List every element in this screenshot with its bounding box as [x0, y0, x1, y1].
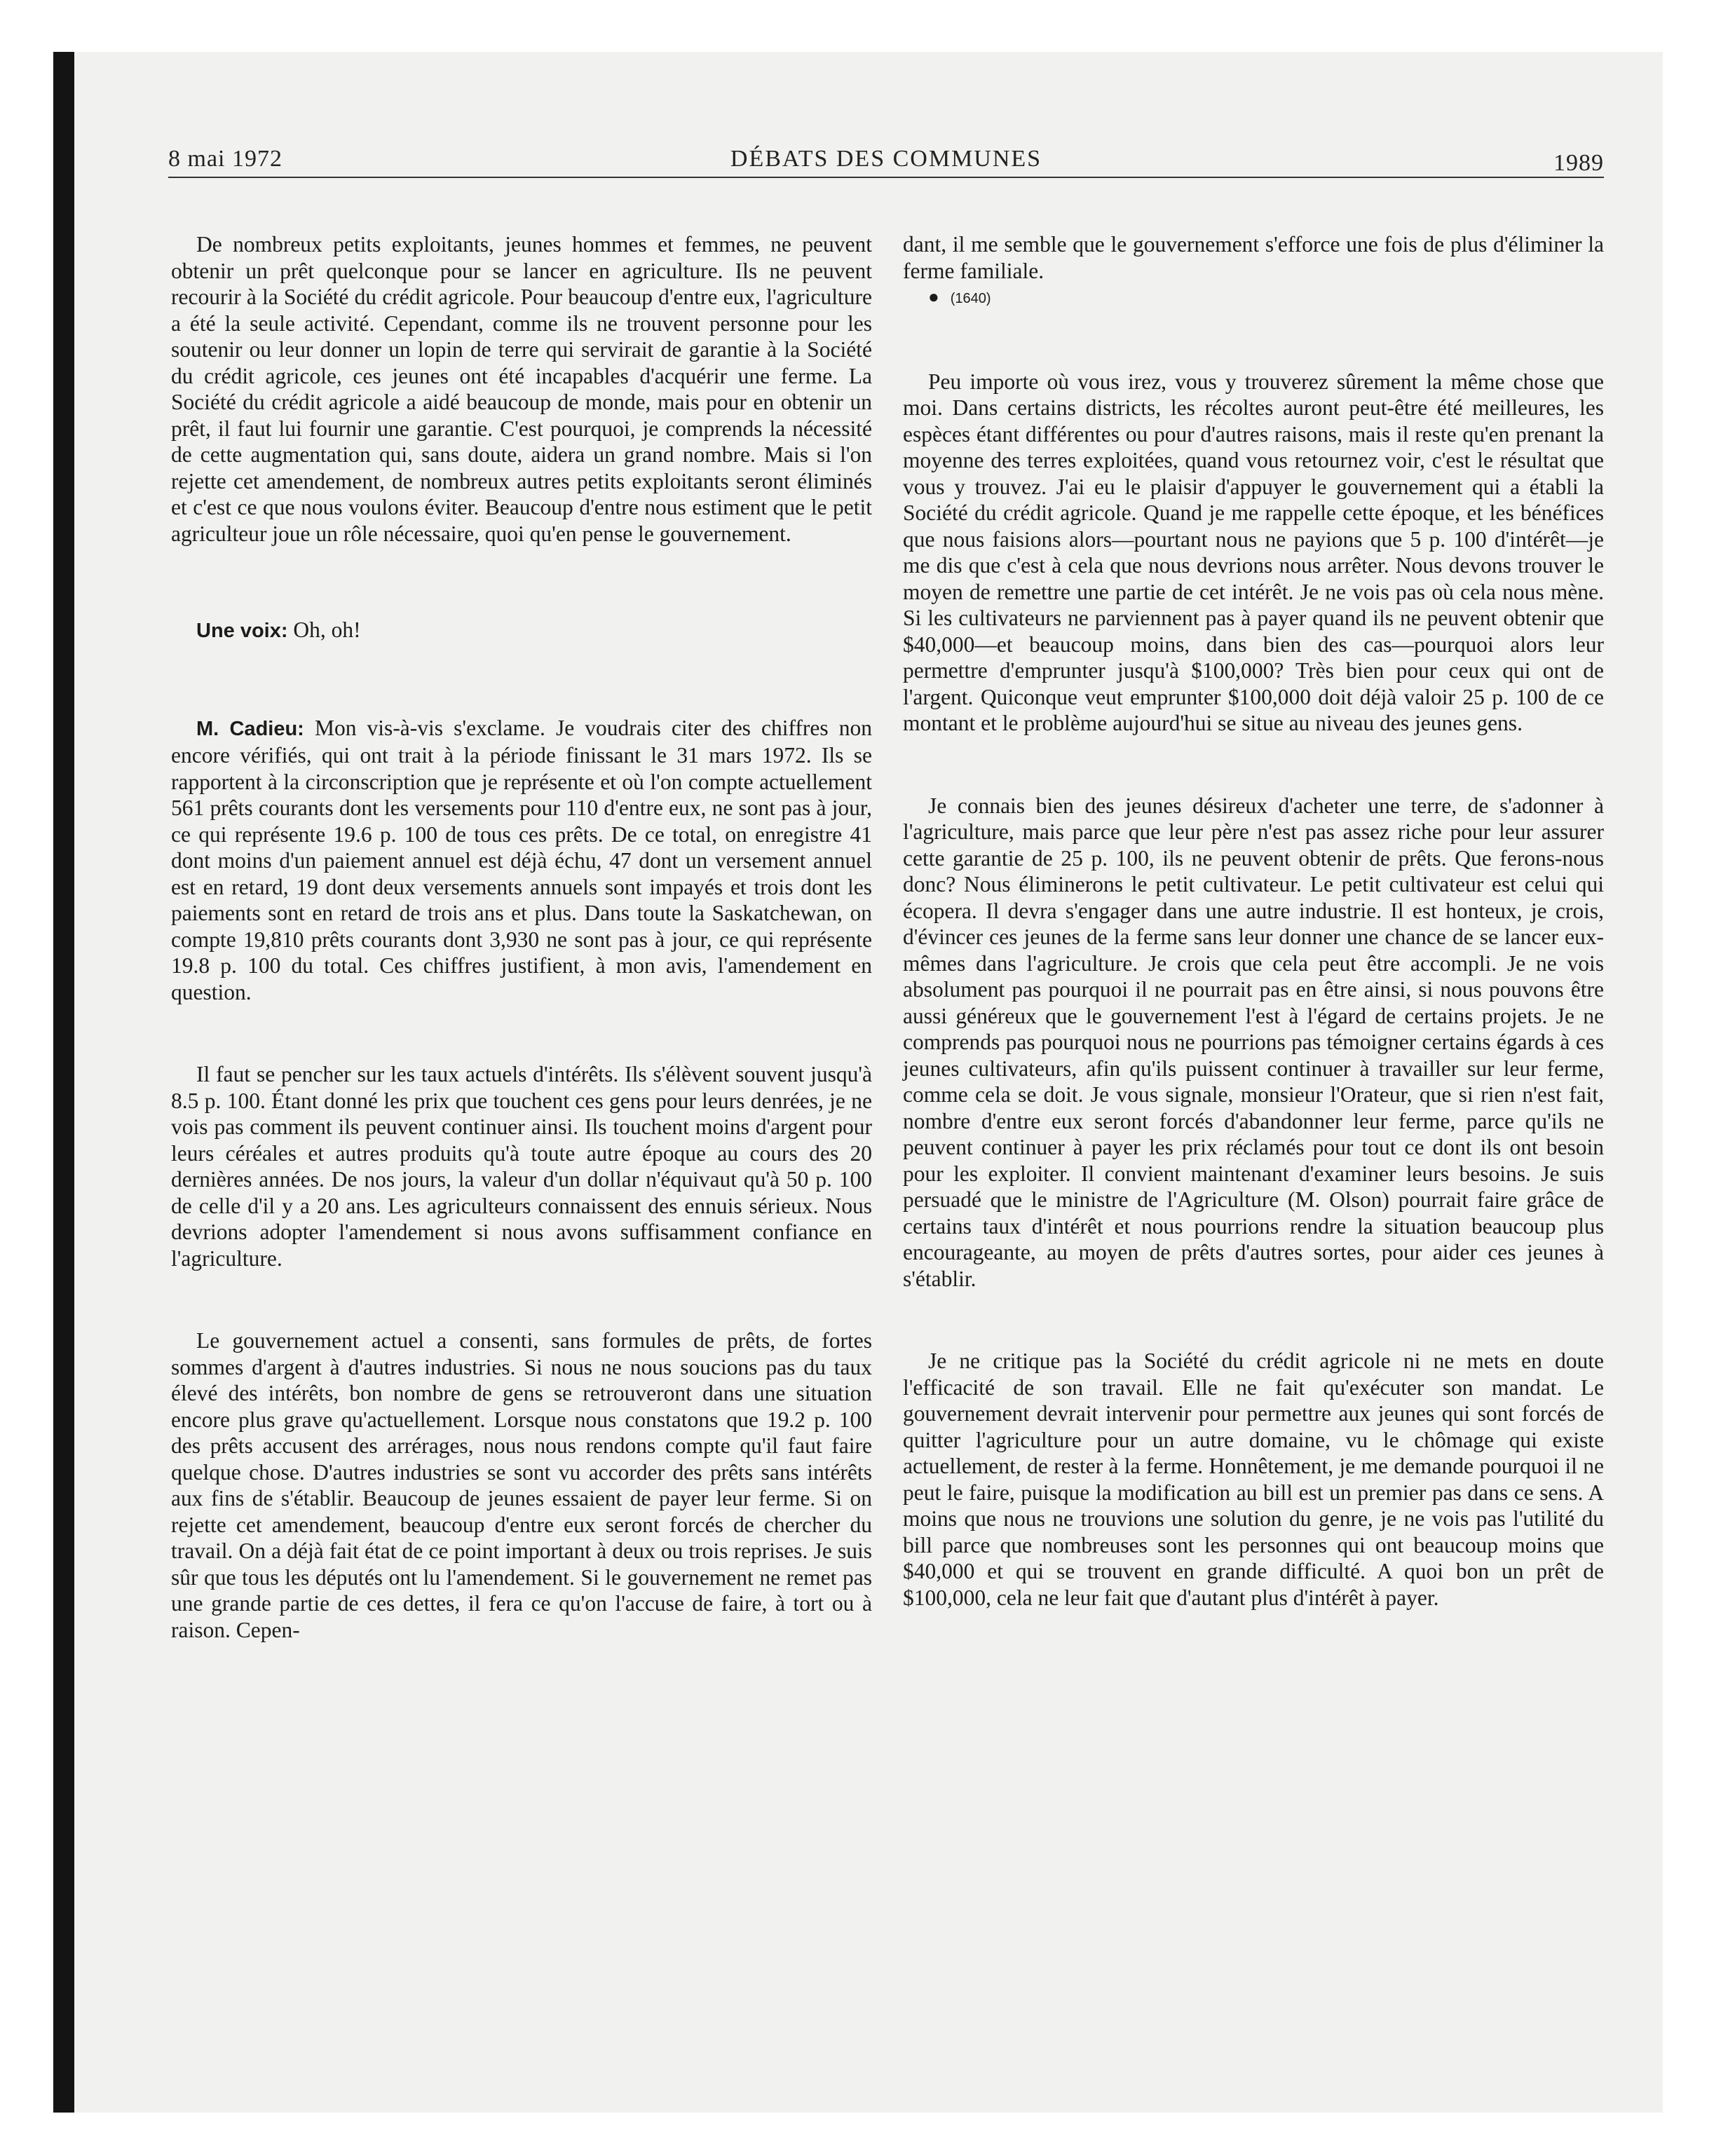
- interjection: [171, 617, 872, 645]
- header-title: DÉBATS DES COMMUNES: [730, 146, 1042, 172]
- interjection-text: Oh, oh!: [293, 618, 361, 642]
- paragraph: Il faut se pencher sur les taux actuels d'intérêts. Ils s'élèvent souvent jusqu'à 8.5 p. 100. Étant donné les prix que touchent ces gens pour leurs denrées, je ne vois pas comment ils peuvent continuer ainsi. Ils touchent moins d'argent pour leurs céréales et autres produits qu'à toute autre époque au cours des 20 dernières années. De nos jours, la valeur d'un dollar n'équivaut qu'à 50 p. 100 de celle d'il y a 20 ans. Les agriculteurs connaissent des ennuis sérieux. Nous devrions adopter l'amendement si nous avons suffisamment confiance en l'agriculture.: [171, 1062, 872, 1271]
- page-number: 1989: [1553, 150, 1604, 176]
- speech-paragraph: [171, 715, 872, 1006]
- paragraph: Le gouvernement actuel a consenti, sans formules de prêts, de fortes sommes d'argent à d'autres industries. Si nous ne nous soucions pas du taux élevé des intérêts, bon nombre de gens se retrouveront dans une situation encore plus grave qu'actuellement. Lorsque nous constatons que 19.2 p. 100 des prêts accusent des arrérages, nous nous rendons compte qu'il faut faire quelque chose. D'autres industries se sont vu accorder des prêts sans intérêts aux fins de s'établir. Beaucoup de jeunes essaient de payer leur ferme. Si on rejette cet amendement, beaucoup d'entre eux seront forcés de chercher du travail. On a déjà fait état de ce point important à deux ou trois reprises. Je suis sûr que tous les députés ont lu l'amendement. Si le gouvernement ne remet pas une grande partie de ces dettes, il fera ce qu'on l'accuse de faire, à tort ou à raison. Cepen-: [171, 1328, 872, 1642]
- speech-text: Mon vis-à-vis s'exclame. Je voudrais citer des chiffres non encore vérifiés, qui ont trait à la période finissant le 31 mars 1972. Ils se rapportent à la circonscription que je représente et où l'on compte actuellement 561 prêts courants dont les versements pour 110 d'entre eux, ne sont pas à jour, ce qui représente 19.6 p. 100 de tous ces prêts. De ce total, on enregistre 41 dont moins d'un paiement annuel est déjà échu, 47 dont un versement annuel est en retard, 19 dont deux versements annuels sont impayés et trois dont les paiements sont en retard de trois ans et plus. Dans toute la Saskatchewan, on compte 19,810 prêts courants dont 3,930 ne sont pas à jour, ce qui représente 19.8 p. 100 du total. Ces chiffres justifient, à mon avis, l'amendement en question.: [171, 715, 872, 1004]
- header-date: 8 mai 1972: [168, 146, 283, 172]
- speaker-name: M. Cadieu:: [196, 717, 304, 740]
- paragraph-continued: dant, il me semble que le gouvernement s'efforce une fois de plus d'éliminer la ferme familiale.: [903, 232, 1604, 283]
- speaker-name: Une voix:: [196, 620, 288, 642]
- time-marker: ● (1640): [928, 286, 991, 307]
- paragraph: Je ne critique pas la Société du crédit agricole ni ne mets en doute l'efficacité de son travail. Elle ne fait qu'exécuter son mandat. Le gouvernement devrait intervenir pour permettre aux jeunes qui sont forcés de quitter l'agriculture pour un autre domaine, vu le chômage qui existe actuellement, de rester à la ferme. Honnêtement, je me demande pourquoi il ne peut le faire, puisque la modification au bill est un premier pas dans ce sens. A moins que nous ne trouvions une solution du genre, je ne vois pas l'utilité du bill parce que nombreuses sont les personnes qui ont beaucoup moins que $40,000 et qui se trouvent en grande difficulté. A quoi bon un prêt de $100,000, cela ne leur fait que d'autant plus d'intérêt à payer.: [903, 1349, 1604, 1610]
- paragraph: Peu importe où vous irez, vous y trouverez sûrement la même chose que moi. Dans certains districts, les récoltes auront peut-être été meilleures, les espèces étant différentes ou pour d'autres raisons, mais il reste qu'en prenant la moyenne des terres exploitées, quand vous retournez voir, c'est le résultat que vous y trouvez. J'ai eu le plaisir d'appuyer le gouvernement qui a établi la Société du crédit agricole. Quand je me rappelle cette époque, et les bénéfices que nous faisions alors—pourtant nous ne payions que 5 p. 100 d'intérêt—je me dis que c'est à cela que nous devrions nous arrêter. Nous devons trouver le moyen de remettre une partie de cet intérêt. Je ne vois pas où cela nous mène. Si les cultivateurs ne parviennent pas à payer quand ils ne peuvent obtenir que $40,000—et beaucoup moins, dans bien des cas—pourquoi alors leur permettre d'emprunter jusqu'à $100,000? Très bien pour ceux qui ont de l'argent. Quiconque veut emprunter $100,000 doit déjà valoir 25 p. 100 de ce montant et le problème aujourd'hui se situe au niveau des jeunes gens.: [903, 369, 1604, 735]
- right-column: [903, 231, 1604, 1611]
- bullet-icon: ●: [928, 286, 939, 307]
- paragraph: De nombreux petits exploitants, jeunes hommes et femmes, ne peuvent obtenir un prêt quelconque pour se lancer en agriculture. Ils ne peuvent recourir à la Société du crédit agricole. Pour beaucoup d'entre eux, l'agriculture a été la seule activité. Cependant, comme ils ne trouvent personne pour les soutenir ou leur donner un lopin de terre qui servirait de garantie à la Société du crédit agricole, ces jeunes ont été incapables d'acquérir une ferme. La Société du crédit agricole a aidé beaucoup de monde, mais pour en obtenir un prêt, il faut lui fournir une garantie. C'est pourquoi, je comprends la nécessité de cette augmentation qui, sans doute, aidera un grand nombre. Mais si l'on rejette cet amendement, de nombreux autres petits exploitants seront éliminés et c'est ce que nous voulons éviter. Beaucoup d'entre nous estiment que le petit agriculteur joue un rôle nécessaire, quoi qu'en pense le gouvernement.: [171, 232, 872, 546]
- left-column: [171, 231, 872, 1643]
- scan-binding-edge: [53, 52, 74, 2113]
- running-header: [168, 139, 1604, 178]
- paragraph: Je connais bien des jeunes désireux d'acheter une terre, de s'adonner à l'agriculture, mais parce que leur père n'est pas assez riche pour leur assurer cette garantie de 25 p. 100, ils ne peuvent obtenir de prêts. Que ferons-nous donc? Nous éliminerons le petit cultivateur. Le petit cultivateur est celui qui écopera. Il devra s'engager dans une autre industrie. Il est honteux, je crois, d'évincer ces jeunes de la ferme sans leur donner une chance de se lancer eux-mêmes dans l'agriculture. Je crois que cela peut être accompli. Je ne vois absolument pas pourquoi il ne pourrait pas en être ainsi, si nous pouvons être aussi généreux que le gouvernement l'est à l'égard de certains projets. Je ne comprends pas pourquoi nous ne pourrions pas témoigner certains égards à ces jeunes cultivateurs, afin qu'ils puissent continuer à travailler sur leur ferme, comme cela se doit. Je vous signale, monsieur l'Orateur, que si rien n'est fait, nombre d'entre eux seront forcés d'abandonner leur ferme, parce qu'ils ne peuvent continuer à payer les prix réclamés pour tout ce dont ils ont besoin pour les exploiter. Il convient maintenant d'examiner leurs besoins. Je suis persuadé que le ministre de l'Agriculture (M. Olson) pourrait faire grâce de certains taux d'intérêt et nous pourrions rendre la situation beaucoup plus encourageante, au moyen de prêts d'autres sortes, pour aider ces jeunes à s'établir.: [903, 793, 1604, 1291]
